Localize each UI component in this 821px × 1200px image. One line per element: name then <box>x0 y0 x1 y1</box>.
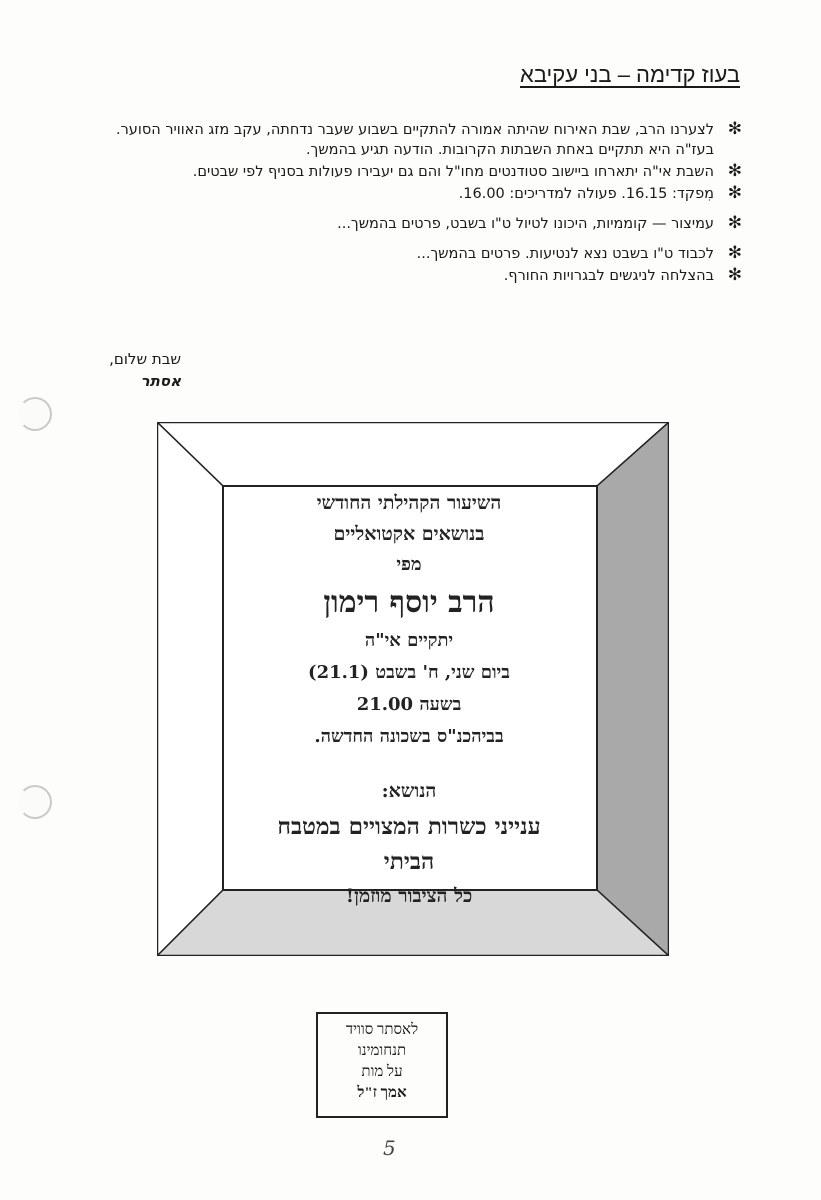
newsletter-header: בעוז קדימה – בני עקיבא <box>520 62 740 87</box>
asterisk-icon: ✻ <box>727 243 742 263</box>
condolence-box <box>316 1012 448 1118</box>
condolence-line-1: לאסתר סוויד <box>345 1022 419 1038</box>
topic-line-2: הביתי <box>383 848 435 875</box>
closing-block <box>109 348 181 392</box>
condolence-line-3: על מות <box>361 1064 403 1080</box>
page-number: 5 <box>383 1136 396 1160</box>
list-item <box>82 184 742 204</box>
invitation: כל הציבור מוזמן! <box>345 885 473 907</box>
announcements-list <box>82 120 742 288</box>
event-subtitle: בנושאים אקטואליים <box>333 523 485 545</box>
bullet-text: בהצלחה לניגשים לבגרויות החורף. <box>503 268 714 284</box>
event-place: בביהכנ"ס בשכונה החדשה. <box>314 726 504 747</box>
punch-hole-bottom <box>18 785 52 819</box>
punch-hole-top <box>18 397 52 431</box>
announcement-text <box>224 488 594 907</box>
topic-label: הנושא: <box>381 780 437 802</box>
topic-line-1: ענייני כשרות המצויים במטבח <box>277 813 541 840</box>
bullet-text: לצערנו הרב, שבת האירוח שהיתה אמורה להתקיים בשבוע שעבר נדחתה, עקב מזג האוויר הסוער. בעז"ה היא תתקיים באחת השבתות הקרובות. הודעה תגיע בהמשך. <box>116 122 714 158</box>
list-item <box>82 214 742 234</box>
event-title: השיעור הקהילתי החודשי <box>316 492 502 514</box>
event-time: בשעה 21.00 <box>356 694 462 715</box>
announcement-frame <box>157 422 669 956</box>
bullet-text: עמיצור — קוממיות, היכונו לטיול ט"ו בשבט, פרטים בהמשך... <box>337 216 714 232</box>
bullet-text: השבת אי"ה יתארחו ביישוב סטודנטים מחו"ל והם גם יעבירו פעולות בסניף לפי שבטים. <box>192 164 714 180</box>
list-item <box>82 244 742 264</box>
condolence-line-2: תנחומינו <box>357 1043 407 1059</box>
list-item <box>82 162 742 182</box>
asterisk-icon: ✻ <box>727 183 742 203</box>
event-date: ביום שני, ח' בשבט (21.1) <box>308 662 510 683</box>
closing-greeting: שבת שלום, <box>109 350 181 368</box>
by-label: מפי <box>396 554 422 575</box>
asterisk-icon: ✻ <box>727 119 742 139</box>
asterisk-icon: ✻ <box>727 213 742 233</box>
bullet-text: מִפקד: 16.15. פעולה למדריכים: 16.00. <box>458 186 714 202</box>
asterisk-icon: ✻ <box>727 265 742 285</box>
signature: אסתר <box>140 372 181 390</box>
speaker-name: הרב יוסף רימון <box>323 585 495 620</box>
bullet-text: לכבוד ט"ו בשבט נצא לנטיעות. פרטים בהמשך... <box>416 246 714 262</box>
list-item <box>82 266 742 286</box>
asterisk-icon: ✻ <box>727 161 742 181</box>
will-take-place: יתקיים אי"ה <box>364 630 454 651</box>
list-item <box>82 120 742 160</box>
condolence-line-4: אמך ז"ל <box>357 1085 407 1101</box>
